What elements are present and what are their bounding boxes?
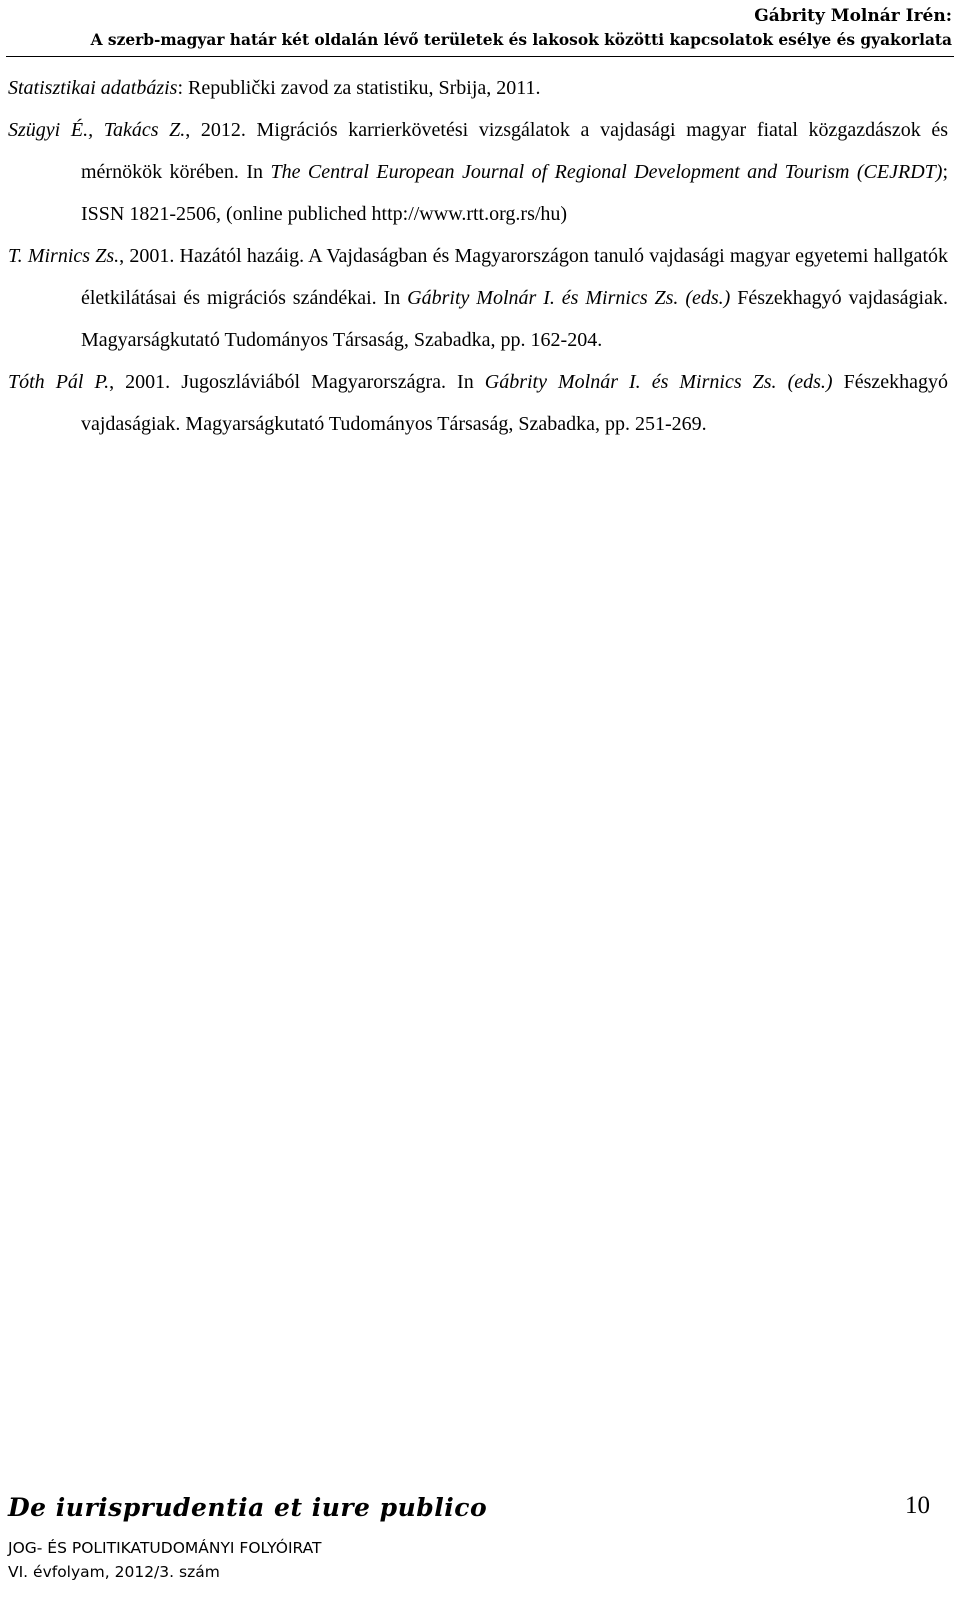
reference-text: Fészekhagyó vajdaságiak. Magyarságkutató Tudományos Társaság, Szabadka, pp. 162-204. — [81, 287, 948, 351]
journal-footer — [8, 1490, 487, 1584]
journal-script-title: De iurisprudentia et iure publico — [8, 1493, 488, 1522]
reference-text: , 2012. Migrációs karrierkövetési vizsgálatok a vajdasági magyar fiatal közgazdászok és mérnökök körében. In — [81, 119, 948, 183]
reference-italic-text: T. Mirnics Zs. — [8, 245, 120, 267]
reference-entry — [8, 67, 948, 109]
reference-italic-text: Tóth Pál P. — [8, 371, 110, 393]
reference-text: , 2001. Jugoszláviából Magyarországra. In — [109, 371, 485, 393]
journal-issue: VI. évfolyam, 2012/3. szám — [8, 1563, 220, 1581]
header-divider — [6, 56, 954, 57]
reference-italic-text: Szügyi É., Takács Z. — [8, 119, 186, 141]
reference-text: Fészekhagyó vajdaságiak. Magyarságkutató Tudományos Társaság, Szabadka, pp. 251-269. — [81, 371, 949, 435]
reference-text: : Republički zavod za statistiku, Srbija, 2011. — [177, 77, 541, 99]
reference-list — [8, 67, 948, 445]
header-author: Gábrity Molnár Irén: — [754, 6, 952, 26]
reference-italic-text: Statisztikai adatbázis — [8, 77, 178, 99]
page-number: 10 — [905, 1492, 930, 1519]
reference-italic-text: Gábrity Molnár I. és Mirnics Zs. (eds.) — [484, 371, 833, 393]
reference-italic-text: Gábrity Molnár I. és Mirnics Zs. (eds.) — [407, 287, 731, 309]
journal-name: JOG- ÉS POLITIKATUDOMÁNYI FOLYÓIRAT — [8, 1539, 322, 1557]
reference-entry — [8, 361, 948, 445]
reference-italic-text: The Central European Journal of Regional Development and Tourism (CEJRDT) — [270, 161, 943, 183]
reference-text: , 2001. Hazától hazáig. A Vajdaságban és Magyarországon tanuló vajdasági magyar egyetemi hallgatók életkilátásai és migrációs szándékai. In — [81, 245, 948, 309]
header-title: A szerb-magyar határ két oldalán lévő területek és lakosok közötti kapcsolatok esélye és gyakorlata — [90, 31, 952, 49]
reference-text: ; ISSN 1821-2506, (online publiched http://www.rtt.org.rs/hu) — [81, 161, 948, 225]
reference-entry — [8, 109, 948, 235]
reference-entry — [8, 235, 948, 361]
running-header — [6, 4, 952, 52]
